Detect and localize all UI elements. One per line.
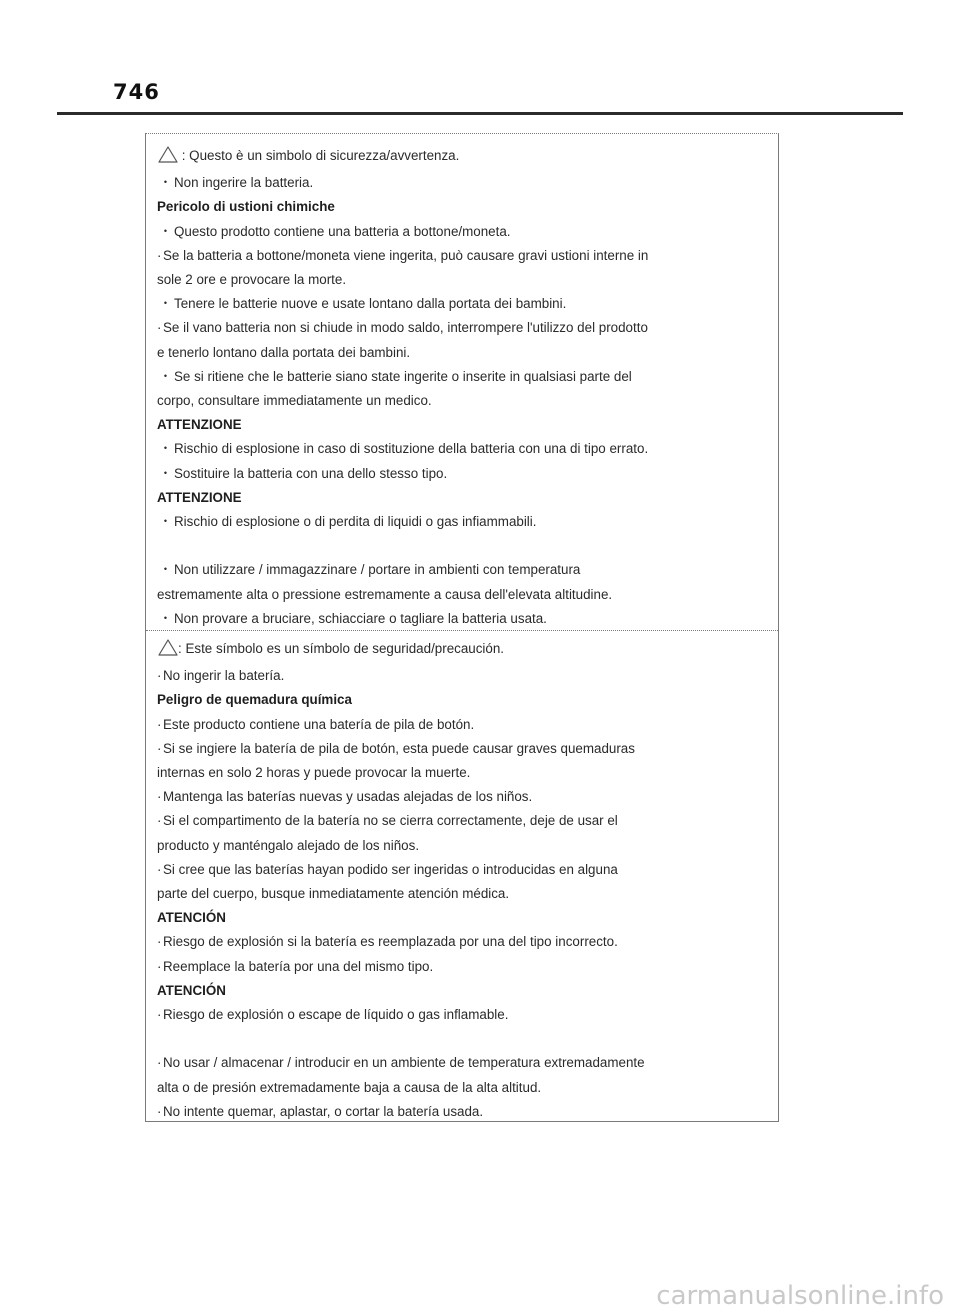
italian-warning-section — [157, 144, 770, 631]
italian-temperature-line-2: estremamente alta o pressione estremamente a causa dell'elevata altitudine. — [157, 586, 613, 602]
spanish-warning-section — [157, 637, 770, 1124]
italian-compartment-line-1: · Se il vano batteria non si chiude in modo saldo, interrompere l'utilizzo del prodotto — [157, 320, 648, 336]
italian-heading-chemical-burn: Pericolo di ustioni chimiche — [157, 199, 335, 215]
spanish-heading-caution-2: ATENCIÓN — [157, 982, 226, 998]
italian-spacer — [157, 534, 770, 558]
spanish-spacer — [157, 1027, 770, 1051]
spanish-heading-chemical-burn: Peligro de quemadura química — [157, 692, 352, 708]
italian-keep-away: ・ Tenere le batterie nuove e usate lontano dalla portata dei bambini. — [158, 296, 567, 312]
italian-compartment-line-2: e tenerlo lontano dalla portata dei bambini. — [157, 344, 411, 360]
italian-no-burn: ・ Non provare a bruciare, schiacciare o tagliare la batteria usata. — [158, 610, 547, 626]
italian-if-swallowed-line-2: sole 2 ore e provocare la morte. — [157, 272, 347, 288]
spanish-no-burn: · No intente quemar, aplastar, o cortar la batería usada. — [157, 1103, 484, 1119]
spanish-contains-battery: · Este producto contiene una batería de pila de botón. — [157, 716, 475, 732]
spanish-compartment-line-1: · Si el compartimento de la batería no se cierra correctamente, deje de usar el — [157, 813, 618, 829]
spanish-if-swallowed-line-1: · Si se ingiere la batería de pila de botón, esta puede causar graves quemaduras — [157, 740, 635, 756]
warning-triangle-icon — [158, 146, 178, 171]
spanish-keep-away: · Mantenga las baterías nuevas y usadas alejadas de los niños. — [157, 789, 533, 805]
site-watermark: carmanualsonline.info — [656, 1281, 944, 1311]
spanish-suspect-line-1: · Si cree que las baterías hayan podido ser ingeridas o introducidas en alguna — [157, 861, 618, 877]
spanish-temperature-line-1: · No usar / almacenar / introducir en un ambiente de temperatura extremadamente — [157, 1055, 645, 1071]
italian-explosion-leak: ・ Rischio di esplosione o di perdita di liquidi o gas infiammabili. — [158, 514, 537, 530]
italian-heading-caution-1: ATTENZIONE — [157, 417, 242, 433]
section-divider — [146, 630, 778, 631]
warning-triangle-icon — [158, 639, 178, 664]
spanish-heading-caution-1: ATENCIÓN — [157, 910, 226, 926]
spanish-compartment-line-2: producto y manténgalo alejado de los niños. — [157, 837, 420, 853]
spanish-replace-same: · Reemplace la batería por una del mismo tipo. — [157, 958, 434, 974]
spanish-explosion-leak: · Riesgo de explosión o escape de líquido o gas inflamable. — [157, 1007, 509, 1023]
spanish-explosion-replace: · Riesgo de explosión si la batería es reemplazada por una del tipo incorrecto. — [157, 934, 618, 950]
page-number: 746 — [113, 80, 160, 104]
italian-replace-same: ・ Sostituire la batteria con una dello stesso tipo. — [158, 465, 448, 481]
spanish-suspect-line-2: parte del cuerpo, busque inmediatamente atención médica. — [157, 886, 510, 902]
italian-suspect-line-1: ・ Se si ritiene che le batterie siano state ingerite o inserite in qualsiasi parte del — [158, 368, 632, 384]
italian-suspect-line-2: corpo, consultare immediatamente un medico. — [157, 393, 432, 409]
italian-heading-caution-2: ATTENZIONE — [157, 489, 242, 505]
italian-contains-battery: ・ Questo prodotto contiene una batteria a bottone/moneta. — [158, 223, 511, 239]
italian-if-swallowed-line-1: · Se la batteria a bottone/moneta viene ingerita, può causare gravi ustioni interne in — [157, 247, 649, 263]
italian-symbol-note: : Questo è un simbolo di sicurezza/avvertenza. — [157, 144, 770, 171]
italian-temperature-line-1: ・ Non utilizzare / immagazzinare / portare in ambienti con temperatura — [158, 562, 581, 578]
spanish-no-ingest: · No ingerir la batería. — [157, 668, 285, 684]
spanish-symbol-note: : Este símbolo es un símbolo de seguridad/precaución. — [157, 637, 770, 664]
spanish-temperature-line-2: alta o de presión extremadamente baja a causa de la alta altitud. — [157, 1079, 542, 1095]
battery-warning-box — [145, 133, 779, 1122]
italian-explosion-replace: ・ Rischio di esplosione in caso di sostituzione della batteria con una di tipo errato. — [158, 441, 649, 457]
italian-no-ingest: ・ Non ingerire la batteria. — [158, 175, 314, 191]
header-rule — [57, 112, 903, 115]
spanish-if-swallowed-line-2: internas en solo 2 horas y puede provocar la muerte. — [157, 765, 471, 781]
